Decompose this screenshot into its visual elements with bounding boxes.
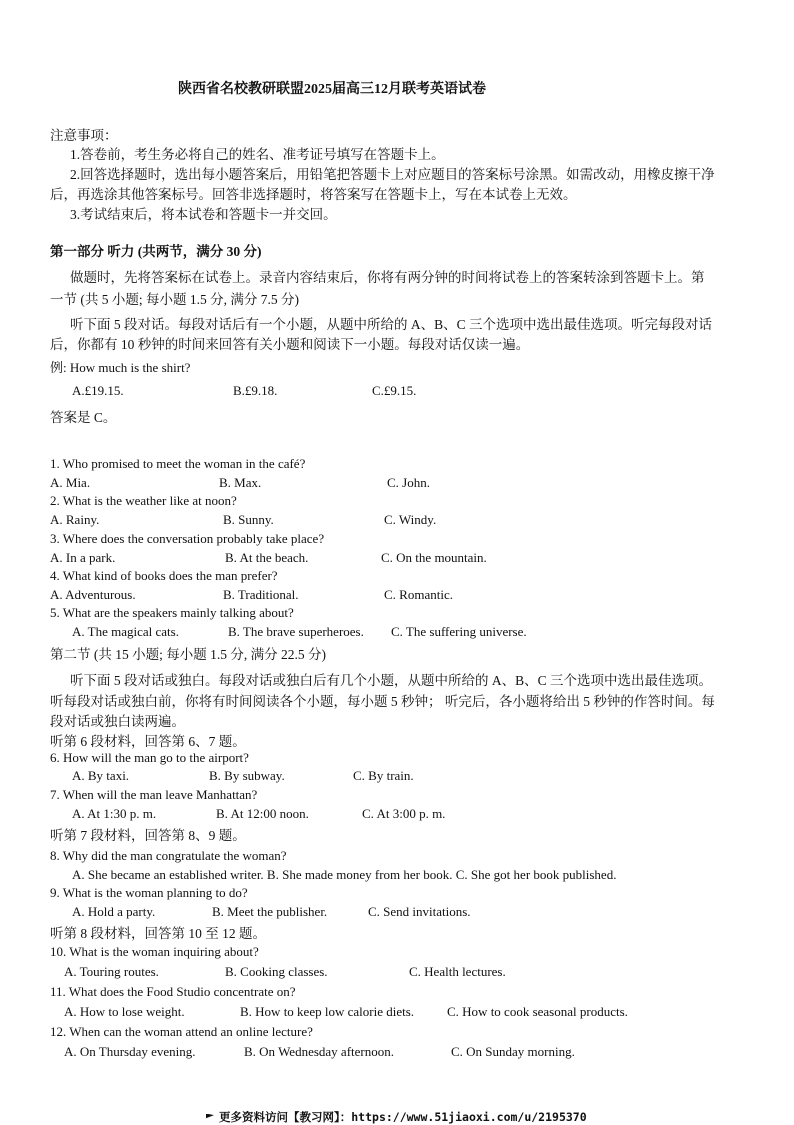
- q5-option-c: C. The suffering universe.: [391, 624, 527, 639]
- section2-para-c: 段对话或独白读两遍。: [50, 714, 185, 729]
- q11-option-c: C. How to cook seasonal products.: [447, 1004, 628, 1019]
- q10-option-c: C. Health lectures.: [409, 964, 506, 979]
- q7-option-b: B. At 12:00 noon.: [216, 806, 309, 821]
- example-question: 例: How much is the shirt?: [50, 360, 191, 375]
- q2-option-c: C. Windy.: [384, 512, 437, 527]
- note-3: 3.考试结束后，将本试卷和答题卡一并交回。: [70, 207, 337, 222]
- q2-option-a: A. Rainy.: [50, 512, 100, 527]
- q8-options: A. She became an established writer. B. She made money from her book. C. She got her book published.: [72, 867, 617, 882]
- q6-option-c: C. By train.: [353, 768, 414, 783]
- note-2b: 后，再选涂其他答案标号。回答非选择题时，将答案写在答题卡上，写在本试卷上无效。: [50, 187, 577, 202]
- section2-para-a: 听下面 5 段对话或独白。每段对话或独白后有几个小题，从题中所给的 A、B、C 三个选项中选出最佳选项。: [70, 673, 713, 688]
- q2-option-b: B. Sunny.: [223, 512, 274, 527]
- question-1: 1. Who promised to meet the woman in the café?: [50, 456, 306, 471]
- notes-heading: 注意事项：: [50, 128, 118, 143]
- example-option-b: B.£9.18.: [233, 383, 278, 398]
- exam-title: 陕西省名校教研联盟2025届高三12月联考英语试卷: [178, 82, 486, 97]
- q9-option-c: C. Send invitations.: [368, 904, 471, 919]
- q11-option-b: B. How to keep low calorie diets.: [240, 1004, 415, 1019]
- part1-para1a: 做题时，先将答案标在试卷上。录音内容结束后，你将有两分钟的时间将试卷上的答案转涂到答题卡上。第: [70, 270, 705, 285]
- q11-option-a: A. How to lose weight.: [64, 1004, 185, 1019]
- question-11: 11. What does the Food Studio concentrate on?: [50, 984, 296, 999]
- q10-option-b: B. Cooking classes.: [225, 964, 328, 979]
- footer-text[interactable]: 更多资料访问【教习网】：https://www.51jiaoxi.com/u/2195370: [219, 1110, 587, 1124]
- example-option-a: A.£19.15.: [72, 383, 124, 398]
- note-2a: 2.回答选择题时，选出每小题答案后，用铅笔把答题卡上对应题目的答案标号涂黑。如需改动，用橡皮擦干净: [70, 167, 715, 182]
- question-5: 5. What are the speakers mainly talking about?: [50, 605, 294, 620]
- q9-option-a: A. Hold a party.: [72, 904, 156, 919]
- q1-option-c: C. John.: [387, 475, 430, 490]
- q5-option-a: A. The magical cats.: [72, 624, 179, 639]
- example-option-c: C.£9.15.: [372, 383, 417, 398]
- q1-option-b: B. Max.: [219, 475, 262, 490]
- part1-heading: 第一部分 听力 (共两节，满分 30 分): [50, 244, 262, 259]
- q4-option-b: B. Traditional.: [223, 587, 299, 602]
- part1-para1b: 一节 (共 5 小题; 每小题 1.5 分, 满分 7.5 分): [50, 292, 299, 307]
- q6-option-a: A. By taxi.: [72, 768, 130, 783]
- question-12: 12. When can the woman attend an online lecture?: [50, 1024, 313, 1039]
- question-6: 6. How will the man go to the airport?: [50, 750, 249, 765]
- q3-option-b: B. At the beach.: [225, 550, 309, 565]
- q3-option-a: A. In a park.: [50, 550, 116, 565]
- question-3: 3. Where does the conversation probably take place?: [50, 531, 325, 546]
- q1-option-a: A. Mia.: [50, 475, 91, 490]
- q6-option-b: B. By subway.: [209, 768, 285, 783]
- note-1: 1.答卷前，考生务必将自己的姓名、准考证号填写在答题卡上。: [70, 147, 445, 162]
- q12-option-c: C. On Sunday morning.: [451, 1044, 575, 1059]
- q5-option-b: B. The brave superheroes.: [228, 624, 364, 639]
- question-4: 4. What kind of books does the man prefer?: [50, 568, 278, 583]
- material-7-instruction: 听第 7 段材料，回答第 8、9 题。: [50, 828, 246, 843]
- material-8-instruction: 听第 8 段材料，回答第 10 至 12 题。: [50, 926, 266, 941]
- material-6-instruction: 听第 6 段材料，回答第 6、7 题。: [50, 734, 246, 749]
- question-2: 2. What is the weather like at noon?: [50, 493, 237, 508]
- footer-link[interactable]: [206, 1109, 587, 1125]
- q7-option-c: C. At 3:00 p. m.: [362, 806, 446, 821]
- q4-option-a: A. Adventurous.: [50, 587, 136, 602]
- q4-option-c: C. Romantic.: [384, 587, 453, 602]
- question-10: 10. What is the woman inquiring about?: [50, 944, 259, 959]
- q3-option-c: C. On the mountain.: [381, 550, 487, 565]
- q10-option-a: A. Touring routes.: [64, 964, 159, 979]
- section2-heading: 第二节 (共 15 小题; 每小题 1.5 分, 满分 22.5 分): [50, 647, 326, 662]
- part1-para2a: 听下面 5 段对话。每段对话后有一个小题，从题中所给的 A、B、C 三个选项中选出最佳选项。听完每段对话: [70, 317, 713, 332]
- question-8: 8. Why did the man congratulate the woman?: [50, 848, 287, 863]
- question-9: 9. What is the woman planning to do?: [50, 885, 248, 900]
- q7-option-a: A. At 1:30 p. m.: [72, 806, 157, 821]
- part1-para2b: 后，你都有 10 秒钟的时间来回答有关小题和阅读下一小题。每段对话仅读一遍。: [50, 337, 530, 352]
- q9-option-b: B. Meet the publisher.: [212, 904, 328, 919]
- question-7: 7. When will the man leave Manhattan?: [50, 787, 258, 802]
- section2-para-b: 听每段对话或独白前，你将有时间阅读各个小题，每小题 5 秒钟； 听完后，各小题将给出 5 秒钟的作答时间。每: [50, 694, 715, 709]
- example-answer: 答案是 C。: [50, 410, 117, 425]
- q12-option-b: B. On Wednesday afternoon.: [244, 1044, 394, 1059]
- q12-option-a: A. On Thursday evening.: [64, 1044, 196, 1059]
- flag-icon: [206, 1114, 214, 1122]
